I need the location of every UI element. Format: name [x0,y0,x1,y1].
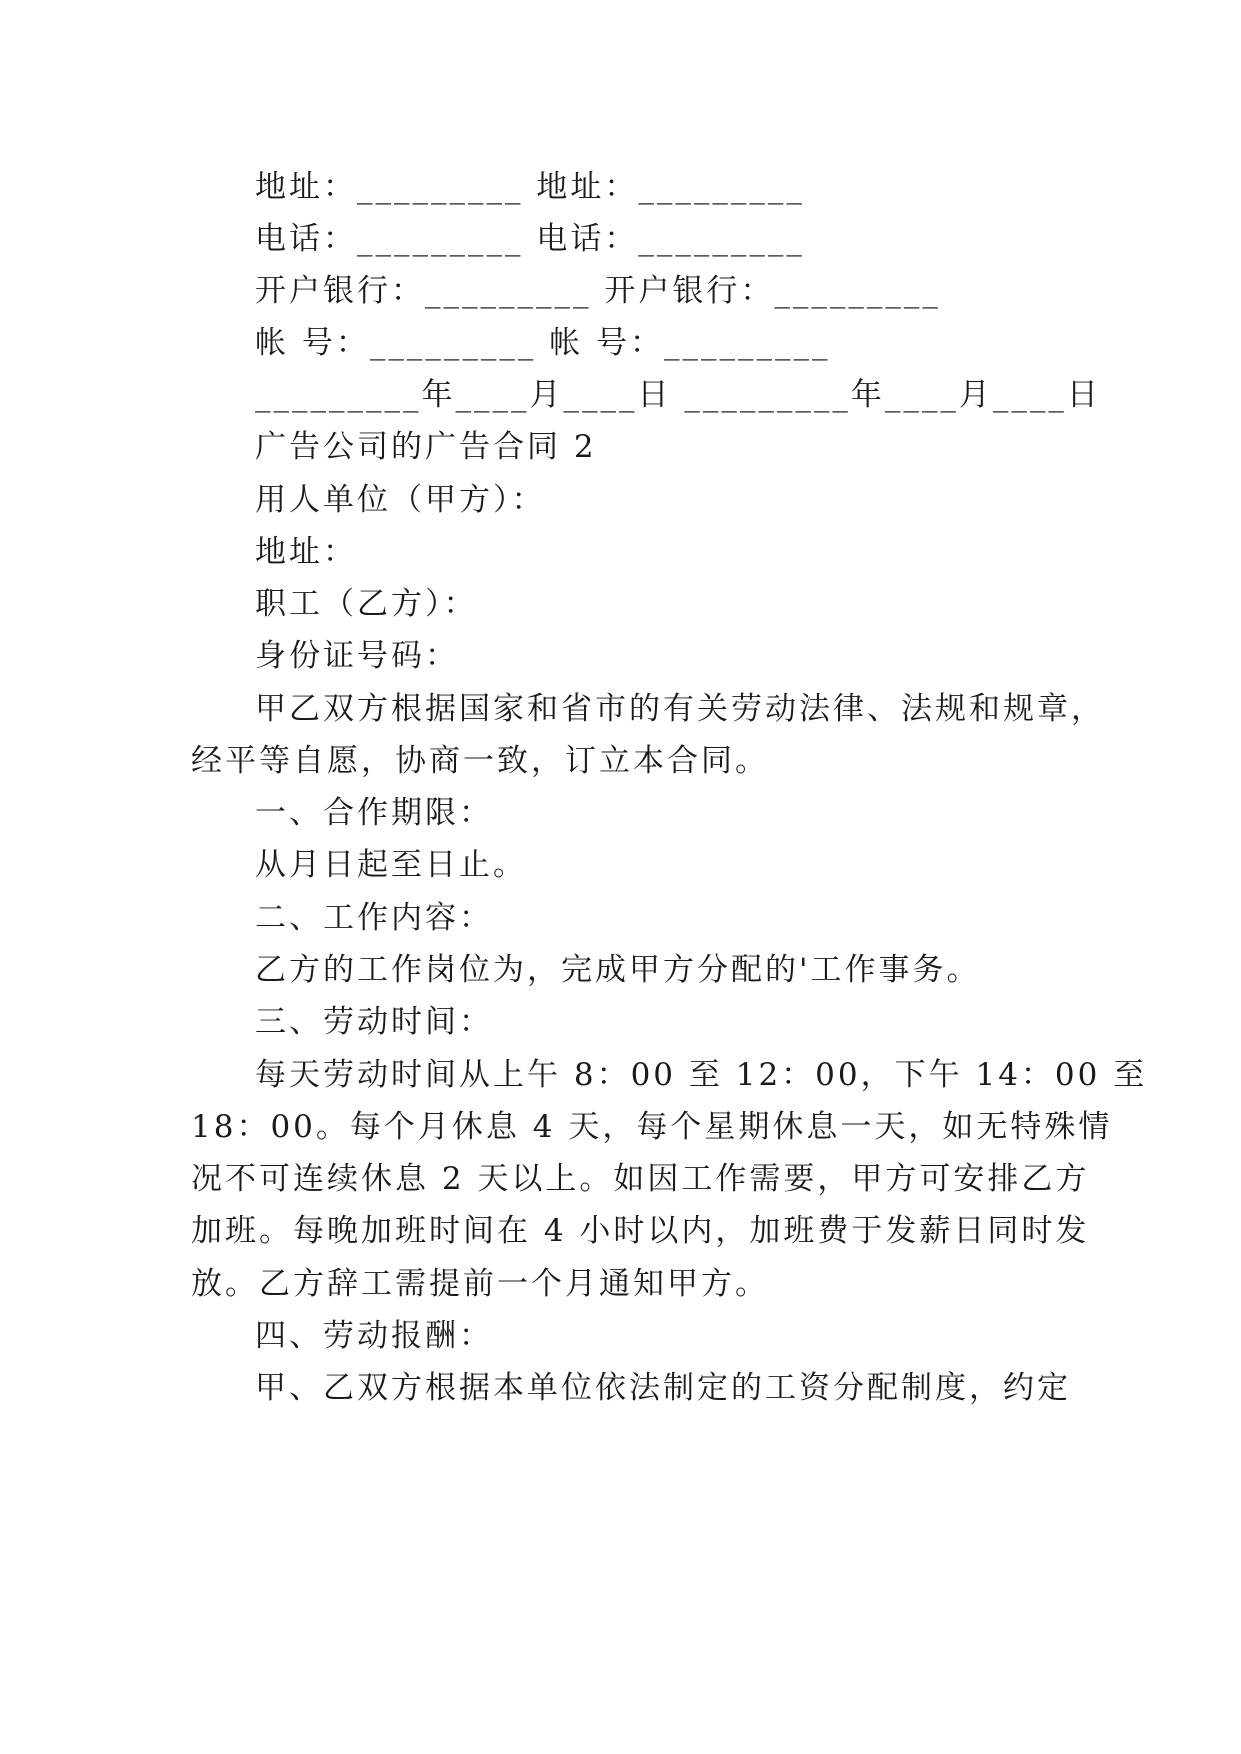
signature-account-line: 帐 号：_________ 帐 号：_________ [255,325,831,361]
section-4-body: 甲、乙双方根据本单位依法制定的工资分配制度，约定 [255,1370,1071,1406]
id-number-field: 身份证号码： [255,638,459,674]
section-3-line-1: 每天劳动时间从上午 8：00 至 12：00，下午 14：00 至 [255,1057,1148,1093]
section-4-heading: 四、劳动报酬： [255,1318,493,1354]
address-field: 地址： [255,534,357,570]
signature-address-line: 地址：_________ 地址：_________ [255,169,805,205]
employer-field: 用人单位（甲方）： [255,482,546,518]
intro-paragraph-line-2: 经平等自愿，协商一致，订立本合同。 [191,743,769,779]
section-2-body: 乙方的工作岗位为，完成甲方分配的'工作事务。 [255,952,981,988]
section-3-heading: 三、劳动时间： [255,1004,493,1040]
signature-bank-line: 开户银行：_________ 开户银行：_________ [255,273,941,309]
section-3-line-3: 况不可连续休息 2 天以上。如因工作需要，甲方可安排乙方 [191,1161,1090,1197]
signature-date-line: _________年____月____日 _________年____月____日 [255,377,1101,413]
section-1-heading: 一、合作期限： [255,795,493,831]
section-3-line-5: 放。乙方辞工需提前一个月通知甲方。 [191,1266,769,1302]
section-1-body: 从月日起至日止。 [255,847,527,883]
signature-phone-line: 电话：_________ 电话：_________ [255,221,805,257]
section-2-heading: 二、工作内容： [255,900,493,936]
document-title: 广告公司的广告合同 2 [255,429,597,465]
employee-field: 职工（乙方）： [255,586,478,622]
section-3-line-4: 加班。每晚加班时间在 4 小时以内，加班费于发薪日同时发 [191,1213,1090,1249]
intro-paragraph-line-1: 甲乙双方根据国家和省市的有关劳动法律、法规和规章， [255,691,1105,727]
section-3-line-2: 18：00。每个月休息 4 天，每个星期休息一天，如无特殊情 [191,1109,1113,1145]
